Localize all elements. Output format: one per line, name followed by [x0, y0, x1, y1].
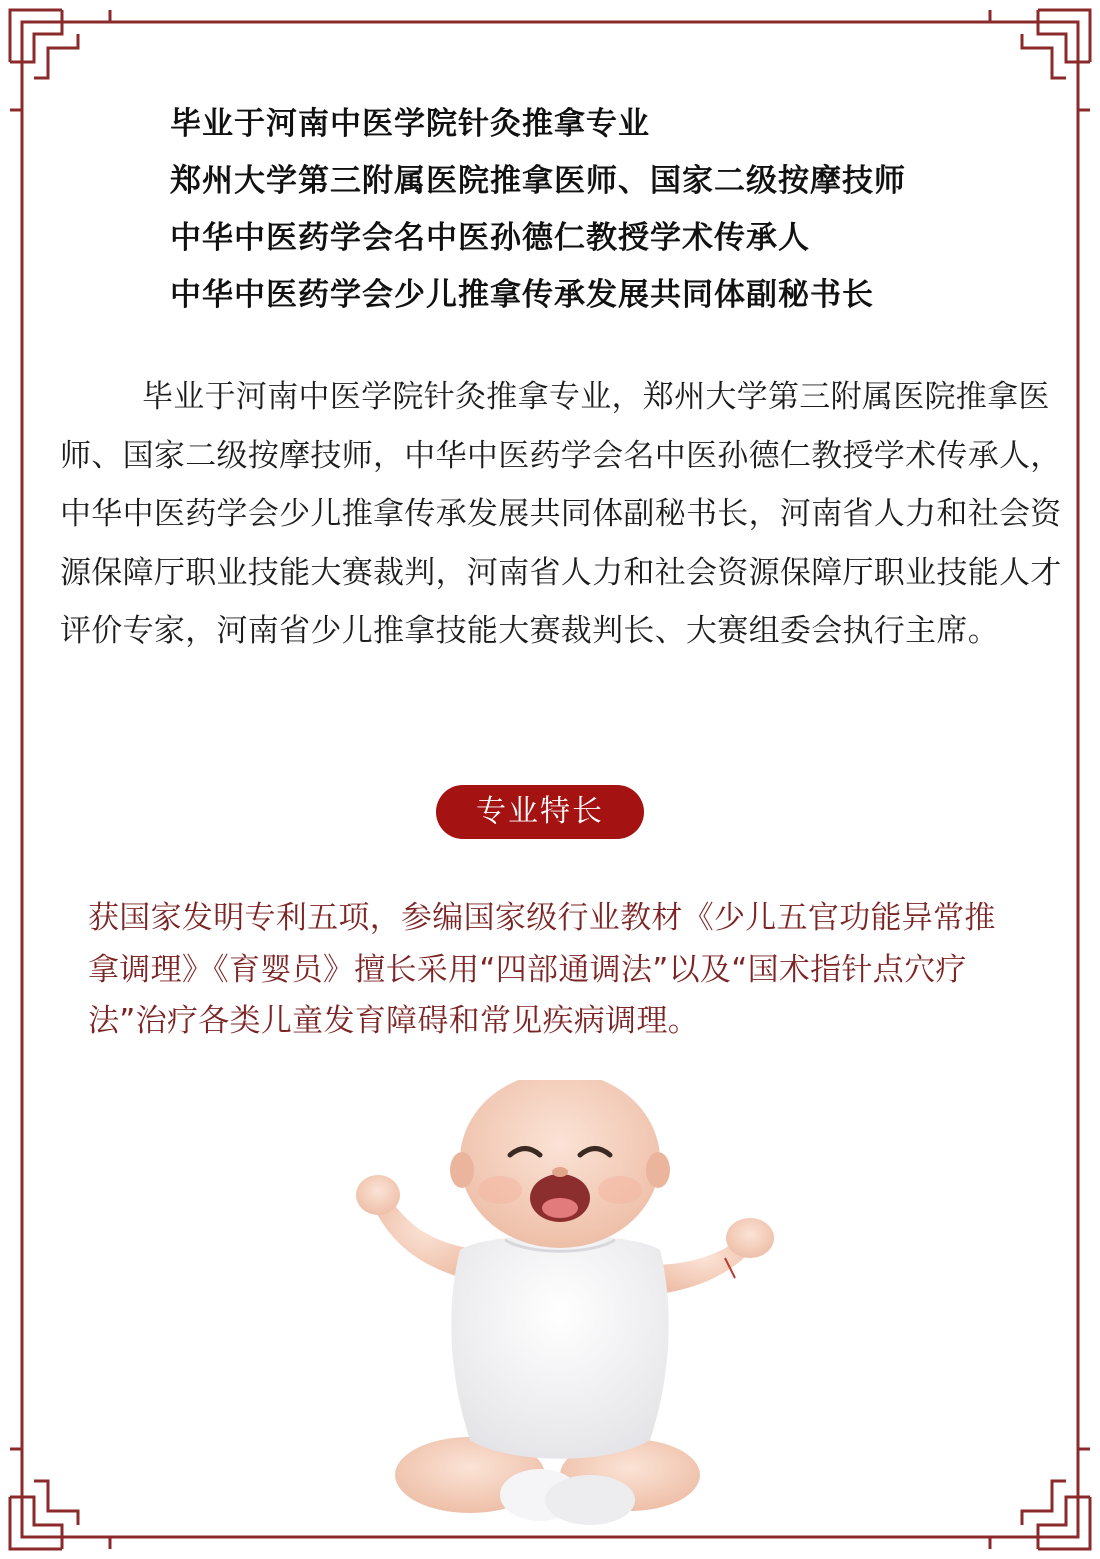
- credential-item: 毕业于河南中医学院针灸推拿专业: [170, 106, 650, 142]
- credential-item: 郑州大学第三附属医院推拿医师、国家二级按摩技师: [170, 163, 906, 199]
- biography-paragraph: 毕业于河南中医学院针灸推拿专业，郑州大学第三附属医院推拿医师、国家二级按摩技师，中华中医药学会名中医孙德仁教授学术传承人，中华中医药学会少儿推拿传承发展共同体副秘书长，河南省人力和社会资源保障厅职业技能大赛裁判，河南省人力和社会资源保障厅职业技能人才评价专家，河南省少儿推拿技能大赛裁判长、大赛组委会执行主席。: [60, 379, 1062, 649]
- specialty-paragraph: 获国家发明专利五项，参编国家级行业教材《少儿五官功能异常推拿调理》《育婴员》擅长采用“四部通调法”以及“国术指针点穴疗法”治疗各类儿童发育障碍和常见疾病调理。: [88, 900, 996, 1039]
- credential-list: [170, 96, 906, 324]
- baby-illustration: [340, 1080, 780, 1530]
- credential-item: 中华中医药学会少儿推拿传承发展共同体副秘书长: [170, 277, 874, 313]
- specialty-badge: 专业特长: [436, 785, 644, 839]
- credential-item: 中华中医药学会名中医孙德仁教授学术传承人: [170, 220, 810, 256]
